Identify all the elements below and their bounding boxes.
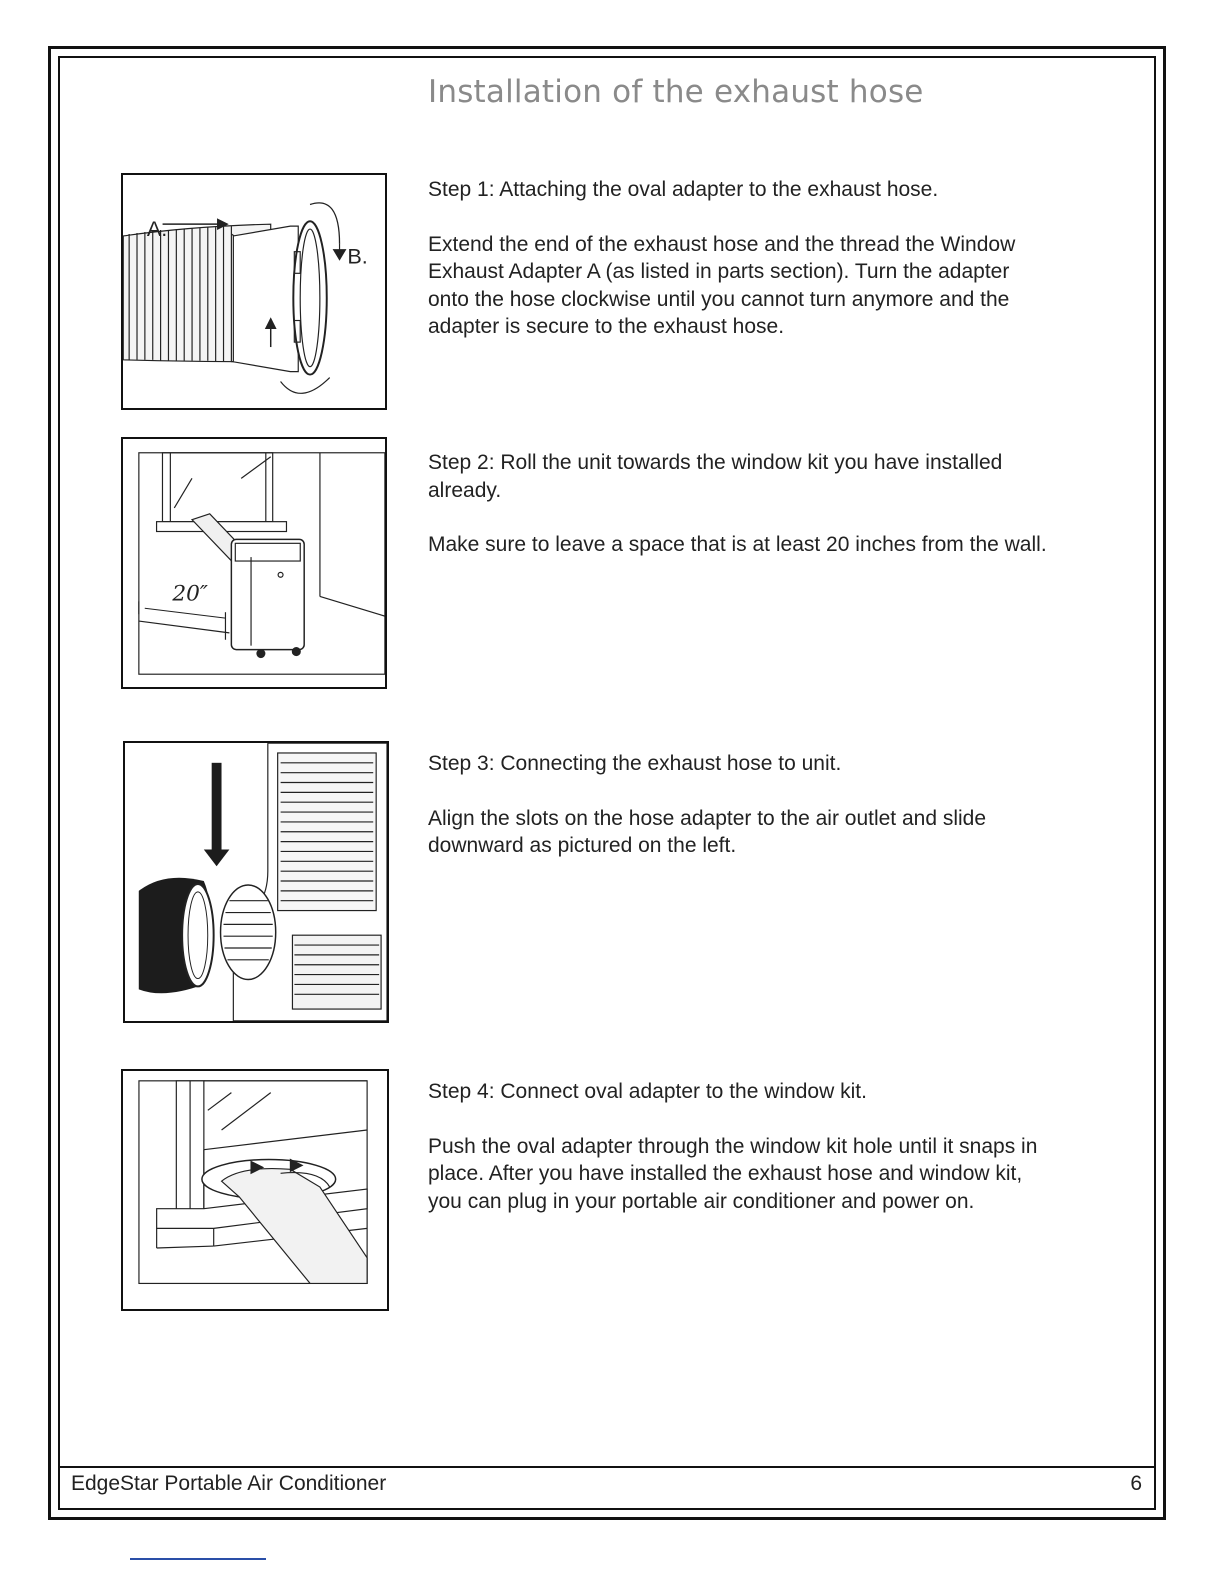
step-3-body: Align the slots on the hose adapter to the air outlet and slide downward as pictured on the left. — [428, 806, 987, 857]
footer-divider — [60, 1466, 1154, 1468]
label-b: B. — [347, 243, 368, 269]
step-3-heading: Step 3: Connecting the exhaust hose to unit. — [428, 752, 842, 775]
step-2 — [428, 449, 1148, 559]
exhaust-hose-icon — [222, 1169, 368, 1284]
figure-step-2-unit-position — [121, 437, 387, 689]
connect-hose-illustration — [125, 743, 387, 1021]
footer-product-name: EdgeStar Portable Air Conditioner — [71, 1472, 387, 1495]
label-a: A. — [146, 215, 168, 241]
page-title: Installation of the exhaust hose — [428, 74, 924, 110]
dimension-label: 20″ — [172, 581, 208, 607]
adapter-collar-icon — [233, 226, 298, 372]
figure-step-3-connect-hose — [123, 741, 389, 1023]
unit-position-illustration — [123, 439, 385, 687]
step-2-heading: Step 2: Roll the unit towards the window kit you have installed already. — [428, 451, 1003, 502]
step-1 — [428, 176, 1148, 341]
air-outlet-icon — [221, 885, 276, 980]
figure-step-1-hose-adapter — [121, 173, 387, 410]
step-3 — [428, 750, 1148, 860]
hose-adapter-illustration — [123, 175, 385, 408]
oval-adapter-icon — [293, 221, 326, 374]
step-2-body: Make sure to leave a space that is at least 20 inches from the wall. — [428, 533, 1047, 556]
step-4-heading: Step 4: Connect oval adapter to the window kit. — [428, 1080, 867, 1103]
step-1-body: Extend the end of the exhaust hose and the thread the Window Exhaust Adapter A (as listed in parts section). Turn the adapter onto the hose clockwise until you cannot turn anymore and the adapter is secure to the exhaust hose. — [428, 232, 1016, 338]
hose-end-icon — [139, 878, 214, 994]
arrow-down-icon — [204, 763, 230, 866]
window-kit-illustration — [123, 1071, 387, 1309]
step-1-heading: Step 1: Attaching the oval adapter to the exhaust hose. — [428, 178, 939, 201]
bottom-underline — [130, 1558, 266, 1560]
figure-step-4-window-kit — [121, 1069, 389, 1311]
rear-vent-grille-icon — [278, 753, 376, 911]
footer-page-number: 6 — [1130, 1472, 1142, 1495]
step-4 — [428, 1078, 1148, 1215]
step-4-body: Push the oval adapter through the window kit hole until it snaps in place. After you have installed the exhaust hose and window kit, you can plug in your portable air conditioner and power on. — [428, 1134, 1038, 1213]
